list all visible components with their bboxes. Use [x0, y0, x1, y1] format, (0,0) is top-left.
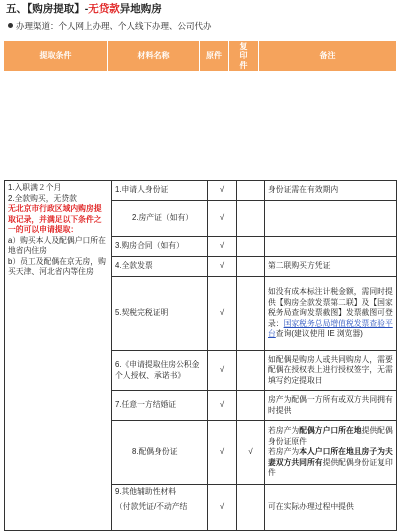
copy-check: √	[237, 421, 265, 485]
original-check: √	[208, 391, 237, 421]
material-cell: 5.契税完税证明	[112, 277, 208, 351]
copy-check	[237, 181, 265, 201]
copy-check	[237, 485, 265, 531]
original-check: √	[208, 485, 237, 531]
table-row	[5, 181, 397, 201]
channels-line: 办理渠道：个人网上办理、个人线下办理、公司代办	[8, 20, 212, 32]
copy-check	[237, 257, 265, 277]
original-check: √	[208, 237, 237, 257]
remark-cell: 如没有成本标注计税金额，需同时提供【购房全款发票第二联】及【国家税务局查询发票截图】发票截图可登录：国家税务总局增值税发票查验平台查询(建议使用 IE 浏览器)	[265, 277, 397, 351]
copy-check	[237, 201, 265, 237]
material-cell: 4.全款发票	[112, 257, 208, 277]
remark-cell: 身份证需在有效期内	[265, 181, 397, 201]
original-check: √	[208, 201, 237, 237]
material-cell: 6.《申请提取住房公积金个人授权、承诺书》	[112, 351, 208, 391]
material-cell: 7.任意一方结婚证	[112, 391, 208, 421]
header-copy: 复印件	[229, 41, 259, 71]
remark-cell: 房产为配偶一方所有或双方共同拥有时提供	[265, 391, 397, 421]
original-check: √	[208, 421, 237, 485]
bullet-icon	[8, 23, 13, 28]
copy-check	[237, 391, 265, 421]
header-remark: 备注	[319, 51, 336, 61]
material-cell: 1.申请人身份证	[112, 181, 208, 201]
material-cell: 9.其他辅助性材料 （付款凭证/不动产结	[112, 485, 208, 531]
remark-cell	[265, 201, 397, 237]
table-header	[4, 41, 396, 71]
remark-cell: 若房产为配偶方户口所在地提供配偶身份证原件 若房产为本人户口所在地且房子为夫妻双方共同所有提供配偶身份证复印件	[265, 421, 397, 485]
condition-cell: 1.入职满２个月 2.全款购买，无贷款 无北京市行政区域内购房提取记录，并满足以下条件之一的可以申请提取： a）购买本人及配偶户口所在地省内住房 b）员工及配偶在京无房，购买天津、河北省内等住房	[5, 181, 112, 531]
material-cell: 8.配偶身份证	[112, 421, 208, 485]
remark-cell: 如配偶是购房人或共同购房人，需要配偶在授权表上进行授权签字，无需填写约定提取日	[265, 351, 397, 391]
material-cell: 2.房产证（如有）	[112, 201, 208, 237]
original-check: √	[208, 181, 237, 201]
tax-verification-link[interactable]: 国家税务总局增值税发票查验平台	[268, 318, 393, 339]
header-original: 原件	[200, 41, 229, 71]
original-check: √	[208, 351, 237, 391]
copy-check	[237, 351, 265, 391]
copy-check	[237, 237, 265, 257]
section-title: 五、【购房提取】-无贷款异地购房	[6, 3, 162, 15]
material-cell: 3.购房合同（如有）	[112, 237, 208, 257]
copy-check	[237, 277, 265, 351]
requirements-table	[4, 180, 397, 531]
original-check: √	[208, 277, 237, 351]
remark-cell: 可在实际办理过程中提供	[265, 485, 397, 531]
header-material: 材料名称	[108, 41, 200, 71]
header-condition: 提取条件	[4, 41, 108, 71]
original-check: √	[208, 257, 237, 277]
remark-cell	[265, 237, 397, 257]
remark-cell: 第二联购买方凭证	[265, 257, 397, 277]
